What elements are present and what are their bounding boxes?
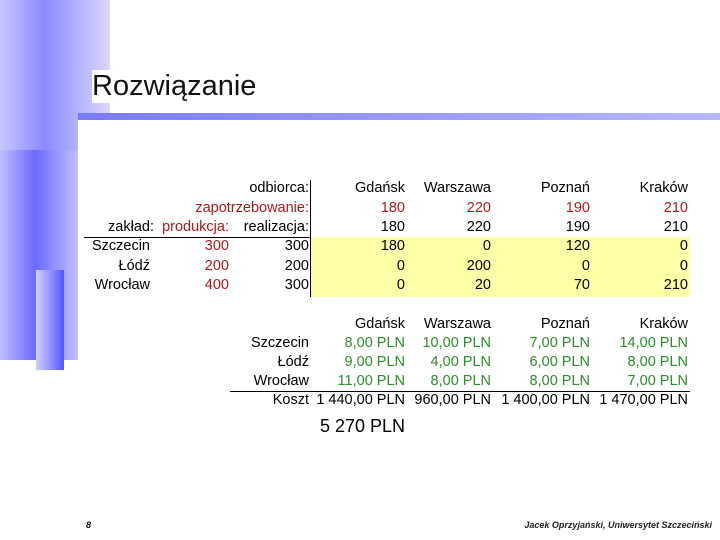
production-value: 300 (204, 238, 229, 254)
unit-cost: 7,00 PLN (529, 335, 590, 351)
cost-value: 1 470,00 PLN (599, 392, 688, 408)
cost-row (0, 391, 720, 410)
unit-cost: 9,00 PLN (344, 354, 405, 370)
cost-value: 960,00 PLN (414, 392, 491, 408)
production-label: produkcja: (162, 219, 229, 235)
page-number: 8 (86, 520, 92, 530)
shipment-value: 0 (482, 238, 491, 254)
cost-value: 1 400,00 PLN (501, 392, 590, 408)
title-underline (78, 113, 720, 120)
plant-realization: 300 (284, 277, 309, 293)
unit-cost: 8,00 PLN (430, 373, 491, 389)
shipment-value: 210 (663, 277, 688, 293)
unit-cost: 7,00 PLN (627, 373, 688, 389)
table-row (0, 237, 720, 256)
plant-name: Szczecin (91, 238, 150, 254)
table-row (0, 276, 720, 295)
plant-realization: 300 (284, 238, 309, 254)
demand-value: 210 (663, 200, 688, 216)
realization-value: 190 (565, 219, 590, 235)
realization-label: realizacja: (243, 219, 309, 235)
shipment-value: 0 (679, 238, 688, 254)
unit-cost: 8,00 PLN (344, 335, 405, 351)
city-header: Warszawa (423, 180, 491, 196)
plant-name: Łódź (277, 354, 309, 370)
city-header: Poznań (540, 180, 590, 196)
plant-name: Łódź (118, 258, 150, 274)
production-value: 400 (204, 277, 229, 293)
plant-name: Wrocław (253, 373, 309, 389)
slide-title: Rozwiązanie (92, 70, 262, 103)
shipment-value: 0 (679, 258, 688, 274)
demand-value: 190 (565, 200, 590, 216)
plant-name: Wrocław (94, 277, 150, 293)
cost-label: Koszt (272, 392, 309, 408)
shipment-value: 70 (573, 277, 590, 293)
demand-label: zapotrzebowanie: (195, 200, 309, 216)
table-divider (84, 237, 310, 238)
shipment-value: 0 (396, 277, 405, 293)
realization-value: 180 (380, 219, 405, 235)
shipment-value: 200 (466, 258, 491, 274)
shipment-value: 120 (565, 238, 590, 254)
recipient-label: odbiorca: (249, 180, 309, 196)
table-divider (310, 180, 311, 297)
realization-value: 210 (663, 219, 688, 235)
table-row (0, 334, 720, 353)
city-header: Gdańsk (355, 180, 405, 196)
table-row (0, 372, 720, 391)
realization-value: 220 (466, 219, 491, 235)
cost-value: 1 440,00 PLN (316, 392, 405, 408)
city-header: Gdańsk (355, 316, 405, 332)
unit-cost: 10,00 PLN (422, 335, 491, 351)
plant-label: zakład: (108, 219, 154, 235)
unit-cost: 4,00 PLN (430, 354, 491, 370)
shipment-value: 20 (474, 277, 491, 293)
unit-cost: 8,00 PLN (627, 354, 688, 370)
production-value: 200 (204, 258, 229, 274)
demand-value: 180 (380, 200, 405, 216)
table-row (0, 353, 720, 372)
footer-author: Jacek Oprzyjański, Uniwersytet Szczeciński (524, 520, 712, 530)
plant-realization: 200 (284, 258, 309, 274)
city-header: Kraków (639, 316, 688, 332)
total-cost-value: 5 270 PLN (320, 416, 406, 436)
table-row (0, 257, 720, 276)
unit-cost: 14,00 PLN (619, 335, 688, 351)
city-header: Kraków (639, 180, 688, 196)
shipment-value: 0 (396, 258, 405, 274)
plant-name: Szczecin (250, 335, 309, 351)
demand-value: 220 (466, 200, 491, 216)
city-header: Warszawa (423, 316, 491, 332)
shipment-value: 180 (380, 238, 405, 254)
unit-cost: 11,00 PLN (337, 373, 405, 389)
shipment-value: 0 (581, 258, 590, 274)
unit-cost: 6,00 PLN (529, 354, 590, 370)
city-header: Poznań (540, 316, 590, 332)
unit-cost: 8,00 PLN (529, 373, 590, 389)
